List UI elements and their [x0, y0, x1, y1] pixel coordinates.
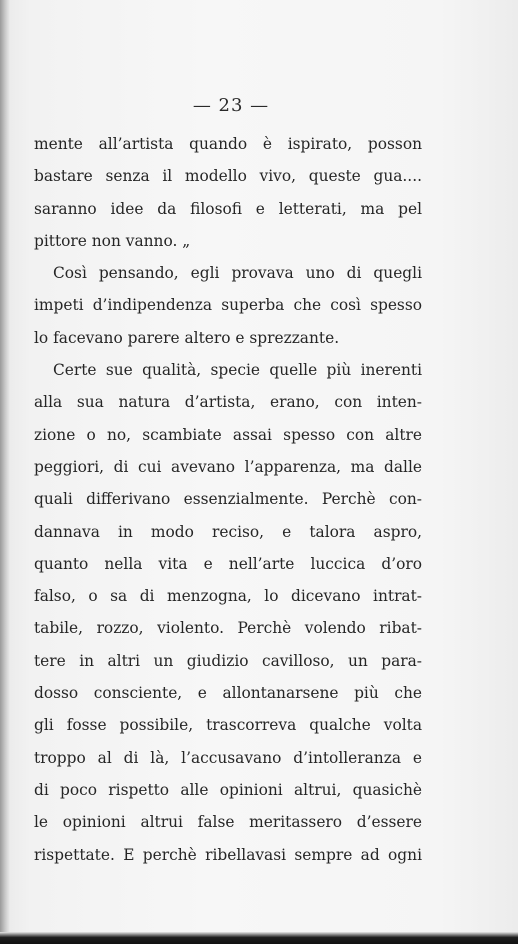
body-text [34, 128, 422, 871]
text-line: rispettate. E perchè ribellavasi sempre ad ogni [34, 845, 422, 864]
text-line: falso, o sa di menzogna, lo dicevano intrat- [34, 587, 422, 606]
text-line: peggiori, di cui avevano l’apparenza, ma dalle [34, 457, 422, 476]
text-line: tere in altri un giudizio cavilloso, un para- [34, 651, 422, 670]
scan-bottom-edge [0, 932, 518, 944]
text-line: bastare senza il modello vivo, queste gua.... [34, 167, 422, 186]
text-line: Così pensando, egli provava uno di quegli [53, 264, 422, 283]
text-line: Certe sue qualità, specie quelle più inerenti [53, 361, 422, 380]
page-number: — 23 — [192, 95, 270, 116]
text-line: le opinioni altrui false meritassero d’essere [34, 813, 422, 832]
text-line: troppo al di là, l’accusavano d’intolleranza e [34, 748, 422, 767]
text-line: dannava in modo reciso, e talora aspro, [34, 522, 422, 541]
text-line: quanto nella vita e nell’arte luccica d’oro [34, 554, 422, 573]
text-line: dosso consciente, e allontanarsene più che [34, 684, 422, 703]
text-line: mente all’artista quando è ispirato, posson [34, 135, 422, 153]
text-line: quali differivano essenzialmente. Perchè con- [34, 490, 422, 509]
page-left-shadow [0, 0, 10, 944]
text-line: impeti d’indipendenza superba che così spesso [34, 296, 422, 315]
text-line: tabile, rozzo, violento. Perchè volendo ribat- [34, 619, 422, 638]
text-line: saranno idee da filosofi e letterati, ma pel [34, 199, 422, 218]
text-line: di poco rispetto alle opinioni altrui, quasichè [34, 780, 422, 799]
text-line: pittore non vanno. „ [34, 231, 191, 250]
text-line: lo facevano parere altero e sprezzante. [34, 328, 340, 347]
text-line: zione o no, scambiate assai spesso con altre [34, 425, 422, 444]
text-line: alla sua natura d’artista, erano, con inten- [34, 393, 422, 412]
text-line: gli fosse possibile, trascorreva qualche volta [34, 716, 422, 735]
